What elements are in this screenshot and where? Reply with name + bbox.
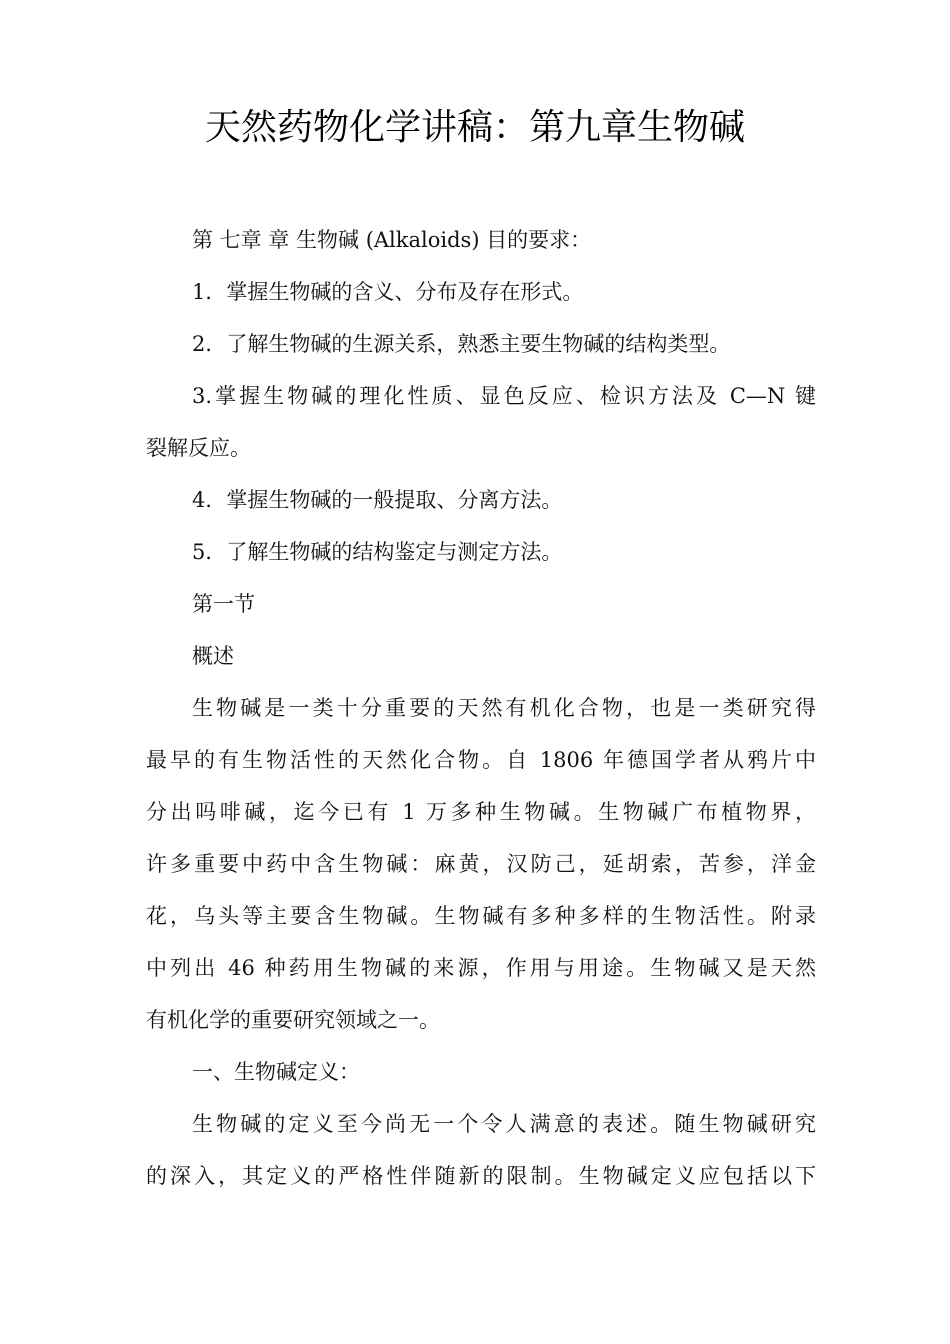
paragraph-line: 生物碱的定义至今尚无一个令人满意的表述。随生物碱研究 [192,1112,816,1136]
objective-item-3-continued: 裂解反应。 [146,436,251,460]
paragraph-line: 最早的有生物活性的天然化合物。自 1806 年德国学者从鸦片中 [146,748,816,772]
objective-item-1: 1．掌握生物碱的含义、分布及存在形式。 [192,280,584,304]
paragraph-line: 花，乌头等主要含生物碱。生物碱有多种多样的生物活性。附录 [146,904,816,928]
paragraph-line: 分出吗啡碱，迄今已有 1 万多种生物碱。生物碱广布植物界， [146,800,816,824]
section-number: 第一节 [192,592,255,616]
paragraph-line: 的深入，其定义的严格性伴随新的限制。生物碱定义应包括以下 [146,1164,816,1188]
paragraph-line: 许多重要中药中含生物碱：麻黄，汉防己，延胡索，苦参，洋金 [146,852,816,876]
objective-item-2: 2．了解生物碱的生源关系，熟悉主要生物碱的结构类型。 [192,332,731,356]
document-title: 天然药物化学讲稿：第九章生物碱 [204,107,745,148]
document-body [146,214,816,1202]
paragraph-line: 中列出 46 种药用生物碱的来源，作用与用途。生物碱又是天然 [146,956,816,980]
objectives-heading: 第 七章 章 生物碱 (Alkaloids) 目的要求： [192,228,592,252]
section-title: 概述 [192,644,234,668]
objective-item-3: 3.掌握生物碱的理化性质、显色反应、检识方法及 C—N 键 [192,384,816,408]
subsection-heading: 一、生物碱定义： [192,1060,360,1084]
objective-item-5: 5．了解生物碱的结构鉴定与测定方法。 [192,540,563,564]
paragraph-line: 有机化学的重要研究领域之一。 [146,1008,440,1032]
paragraph-line: 生物碱是一类十分重要的天然有机化合物，也是一类研究得 [192,696,816,720]
objective-item-4: 4．掌握生物碱的一般提取、分离方法。 [192,488,563,512]
